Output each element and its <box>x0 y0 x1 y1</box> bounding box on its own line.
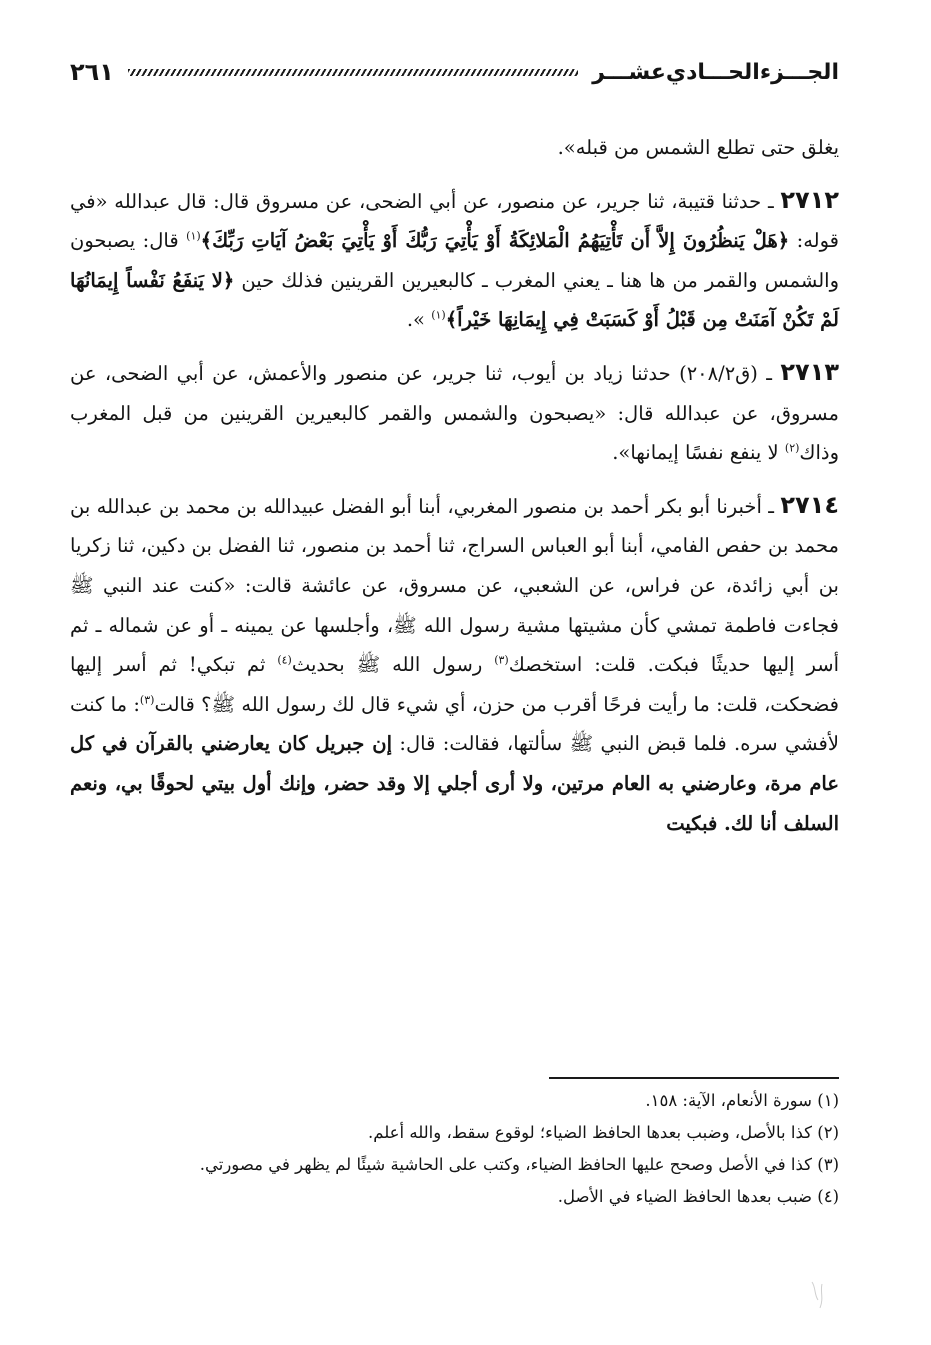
hadith-text: : ما كنت لأفشي سره. فلما قبض النبي ﷺ سألتها، فقالت: قال: <box>70 692 839 756</box>
hadith-text: ـ حدثنا قتيبة، ثنا جرير، عن منصور، عن أبي الضحى، عن مسروق قال: قال عبدالله «في قوله: <box>70 189 839 253</box>
footnote-marker: (١) <box>431 308 446 322</box>
hadith-2714 <box>70 486 839 843</box>
header-rule <box>128 69 578 76</box>
hadith-text: لا ينفع نفسًا إيمانها». <box>612 441 785 465</box>
bold-quote: إن جبريل كان يعارضني بالقرآن في كل عام مرة، وعارضني به العام مرتين، ولا أرى أجلي إلا وقد حضر، وإنك أول بيتي لحوقًا بي، ونعم السلف أنا لك. فبكيت <box>70 732 839 835</box>
footnote: (١) سورة الأنعام، الآية: ١٥٨. <box>645 1091 839 1110</box>
quran-verse: ﴿هَلْ يَنظُرُونَ إِلاَّ أَن تَأْتِيَهُمُ الْمَلائِكَةُ أَوْ يَأْتِيَ رَبُّكَ أَوْ يَأْتِيَ بَعْضُ آيَاتِ رَبِّكَ﴾ <box>200 229 790 253</box>
footnote-marker: (١) <box>186 229 201 243</box>
hadith-2712 <box>70 181 839 340</box>
hadith-text: ثم تبكي! ثم أسر إليها فضحكت، قلت: ما رأيت فرحًا أقرب من حزن، أي شيء قال لك رسول الله ﷺ؟ قالت <box>70 653 839 716</box>
hadith-text: ـ أخبرنا أبو بكر أحمد بن منصور المغربي، أبنا أبو الفضل عبيدالله بن محمد بن عبدالله بن محمد بن حفص الفامي، أبنا أبو العباس السراج، ثنا أحمد بن منصور، ثنا الفضل بن دكين، ثنا زكريا بن أبي زائدة، عن فراس، عن الشعبي، عن مسروق، عن عائشة قالت: «كنت عند النبي ﷺ فجاءت فاطمة تمشي كأن مشيتها مشية رسول الله ﷺ، وأجلسها عن يمينه ـ أو عن شماله ـ ثم أسر إليها حديثًا فبكت. قلت: استخصك <box>70 494 839 677</box>
hadith-2713 <box>70 353 839 473</box>
hadith-text: رسول الله ﷺ بحديث <box>291 653 495 677</box>
part-title: الجـــزءالحـــادي‌عشـــر <box>592 59 839 85</box>
footnote-marker: (٣) <box>139 693 155 707</box>
hadith-number: ٢٧١٢ <box>780 185 839 214</box>
footnote: (٤) ضبب بعدها الحافظ الضياء في الأصل. <box>557 1187 839 1206</box>
page-number: ٢٦١ <box>70 58 114 86</box>
hadith-text: قال: يصبحون والشمس والقمر من ها هنا ـ يعني المغرب ـ كالبعيرين القرينين فذلك حين <box>70 229 839 292</box>
hadith-text: ». <box>406 308 432 332</box>
footnote-separator <box>549 1077 839 1079</box>
footnote: (٢) كذا بالأصل، وضبب بعدها الحافظ الضياء؛ لوقوع سقط، والله أعلم. <box>367 1123 839 1142</box>
footnote: (٣) كذا في الأصل وصحح عليها الحافظ الضياء، وكتب على الحاشية شيئًا لم يظهر في مصورتي. <box>199 1155 839 1174</box>
running-header <box>70 52 839 92</box>
paragraph-continuation: يغلق حتى تطلع الشمس من قبله». <box>557 136 839 159</box>
scan-smudge <box>808 1278 830 1312</box>
hadith-text: ـ (ق٢٠٨/٢) حدثنا زياد بن أيوب، ثنا جرير، عن منصور والأعمش، عن أبي الضحى، عن مسروق، عن عبدالله قال: «يصبحون والشمس والقمر كالبعيرين القرينين من قبل المغرب وذاك <box>70 361 839 465</box>
footnotes <box>70 1086 839 1214</box>
hadith-number: ٢٧١٤ <box>780 490 839 519</box>
hadith-number: ٢٧١٣ <box>780 357 839 386</box>
quran-verse: ﴿لا يَنفَعُ نَفْساً إِيمَانُهَا لَمْ تَكُنْ آمَنَتْ مِن قَبْلُ أَوْ كَسَبَتْ فِي إِيمَانِهَا خَيْراً﴾ <box>70 268 839 332</box>
footnote-marker: (٢) <box>784 441 800 455</box>
footnote-marker: (٤) <box>277 653 292 667</box>
main-text <box>70 128 839 843</box>
footnote-marker: (٣) <box>494 653 509 667</box>
